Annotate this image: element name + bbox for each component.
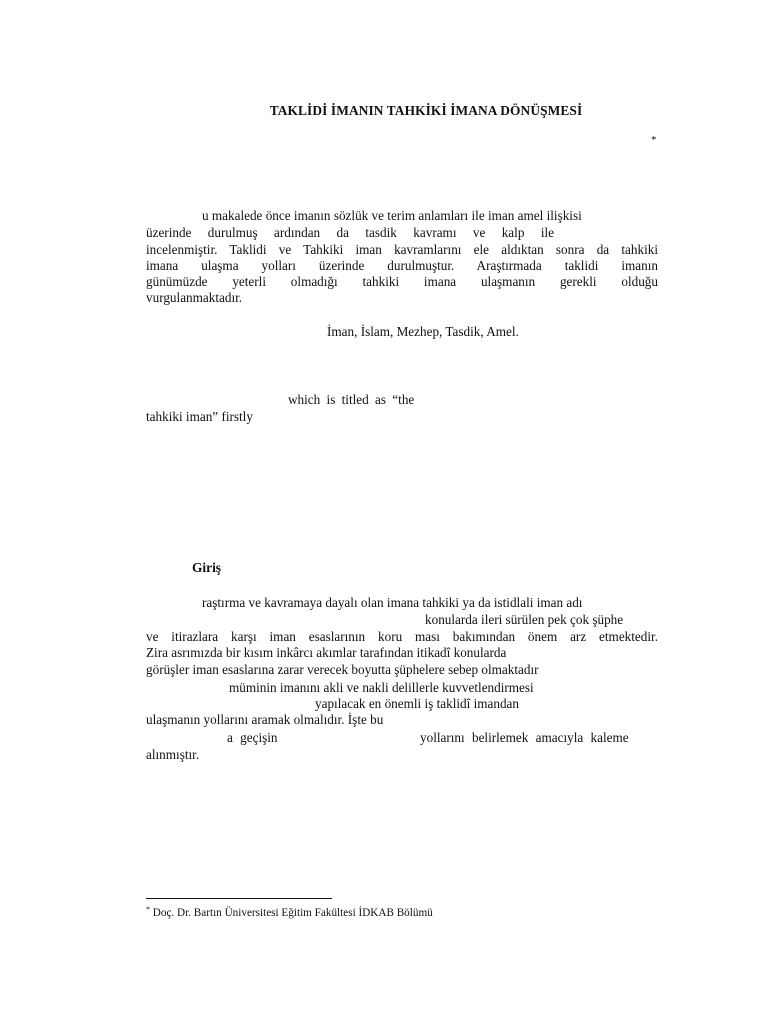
body-line-9b: yollarını belirlemek amacıyla kaleme <box>420 730 629 745</box>
abstract-line-1: u makalede önce imanın sözlük ve terim anlamları ile iman amel ilişkisi <box>202 208 582 223</box>
footnote <box>146 905 433 919</box>
footnote-divider <box>146 898 332 899</box>
body-line-5: görüşler iman esaslarına zarar verecek boyutta şüphelere sebep olmaktadır <box>146 662 539 677</box>
body-line-1: raştırma ve kavramaya dayalı olan imana tahkiki ya da istidlali iman adı <box>202 595 583 610</box>
body-line-6: müminin imanını akli ve nakli delillerle kuvvetlendirmesi <box>229 680 534 695</box>
body-line-4: Zira asrımızda bir kısım inkârcı akımlar tarafından itikadî konularda <box>146 645 507 660</box>
body-line-7: yapılacak en önemli iş taklidî imandan <box>315 696 519 711</box>
body-line-10: alınmıştır. <box>146 747 200 762</box>
abstract-en-line-2: tahkiki iman” firstly <box>146 409 253 424</box>
abstract-line-2: üzerinde durulmuş ardından da tasdik kavramı ve kalp ile <box>146 225 554 240</box>
abstract-en-line-1: which is titled as “the <box>288 392 415 407</box>
body-line-3: ve itirazlara karşı iman esaslarının koru ması bakımından önem arz etmektedir. <box>146 629 658 644</box>
body-line-8: ulaşmanın yollarını aramak olmalıdır. İşte bu <box>146 712 384 727</box>
section-heading: Giriş <box>192 560 222 575</box>
abstract-line-5: günümüzde yeterli olmadığı tahkiki imana ulaşmanın gerekli olduğu <box>146 274 658 289</box>
keywords-tr: İman, İslam, Mezhep, Tasdik, Amel. <box>327 324 519 339</box>
abstract-line-3: incelenmiştir. Taklidi ve Tahkiki iman kavramlarını ele aldıktan sonra da tahkiki <box>146 242 658 257</box>
author-footnote-mark: * <box>651 134 657 146</box>
abstract-line-6: vurgulanmaktadır. <box>146 290 243 305</box>
body-line-2: konularda ileri sürülen pek çok şüphe <box>425 612 624 627</box>
abstract-line-4: imana ulaşma yolları üzerinde durulmuştur. Araştırmada taklidi imanın <box>146 258 658 273</box>
footnote-mark: * <box>146 905 150 914</box>
body-line-9a: a geçişin <box>227 730 278 745</box>
footnote-text: Doç. Dr. Bartın Üniversitesi Eğitim Fakültesi İDKAB Bölümü <box>152 907 433 919</box>
document-title: TAKLİDİ İMANIN TAHKİKİ İMANA DÖNÜŞMESİ <box>269 103 583 118</box>
